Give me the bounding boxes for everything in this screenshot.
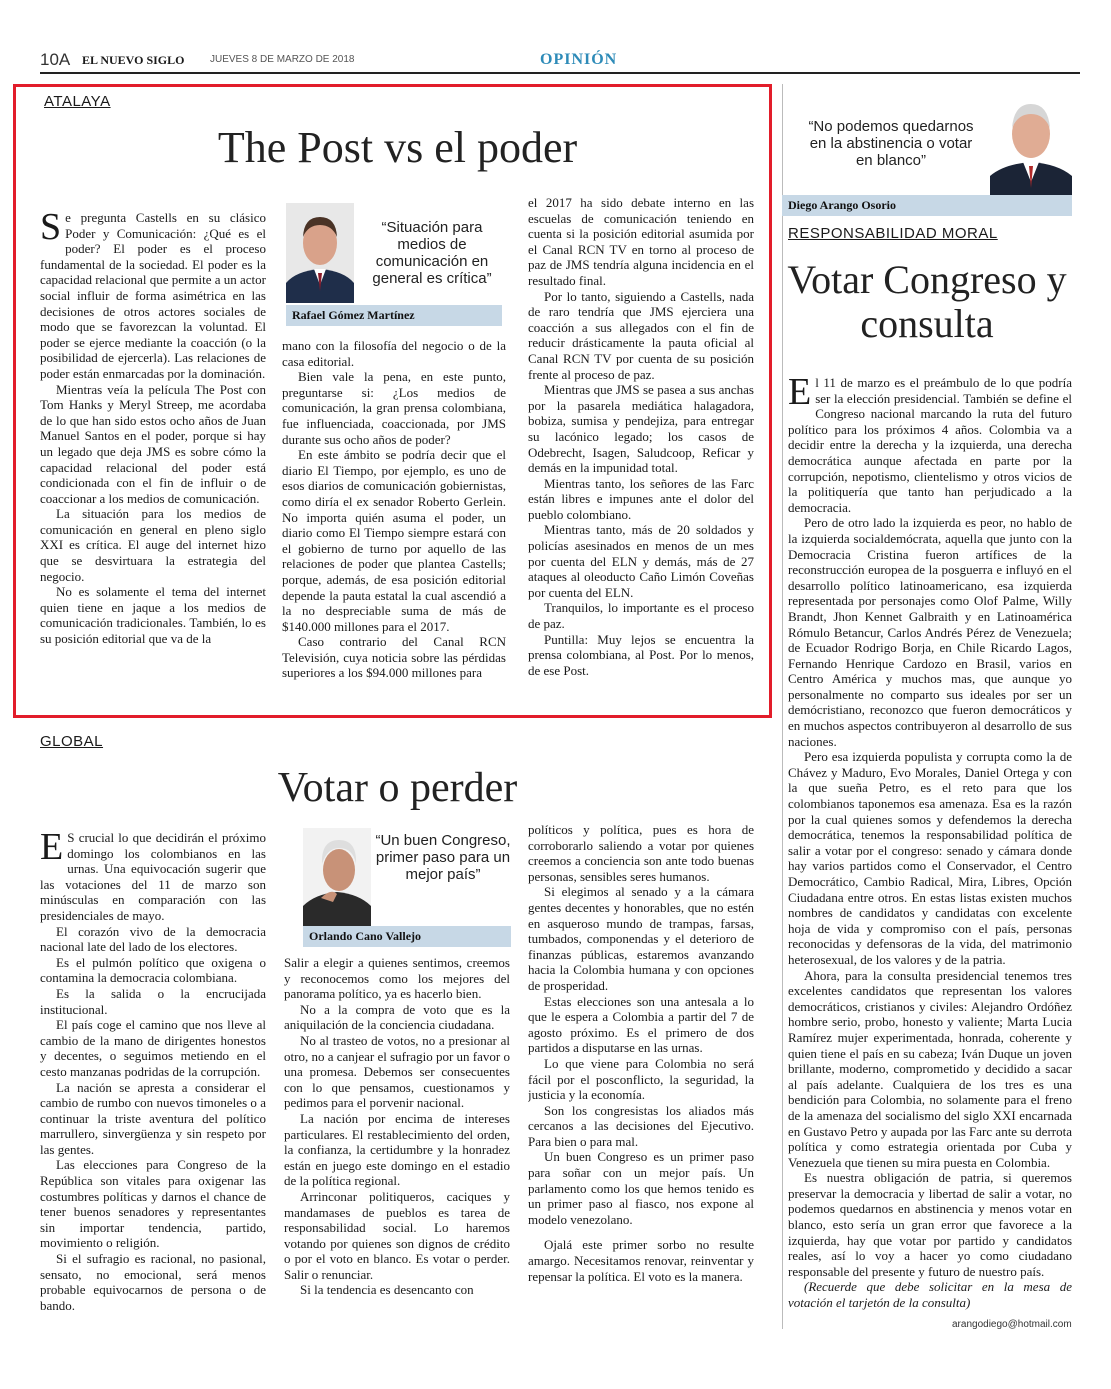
paragraph: Es nuestra obligación de patria, si queremos preservar la democracia y libertad de salir a votar, no podemos quedarnos en abstinencia y menos votar en blanco, esto sería un gran error que favorece a la izquierda, hay que votar por partido y candidatos reales, así lo voy a hacer yo como ciudadano responsable del presente y futuro de nuestro país. (788, 1170, 1072, 1279)
paragraph: Si la tendencia es desencanto con (300, 1282, 474, 1298)
paragraph: Mientras veía la película The Post con Tom Hanks y Meryl Streep, me acordaba de lo que han sido estos ocho años de Juan Manuel Santos en el poder, porque si hay un legado que deja JMS es sobre cómo la capacidad relacional del poder está condicionada con el fin de influir o de coaccionar a los medios de comunicación. (40, 381, 266, 506)
moral-kicker: RESPONSABILIDAD MORAL (788, 225, 998, 242)
paragraph: S crucial lo que decidirán el próximo domingo los colombianos en las urnas. Una equivocación sugerir que las votaciones del 11 de marzo son minúsculas en comparación con las presidenciales de mayo. (40, 830, 266, 923)
atalaya-column-1 (40, 210, 266, 705)
paragraph: e pregunta Castells en su clásico Poder y Comunicación: ¿Qué es el poder? El poder es el proceso fundamental de la sociedad. El poder es la capacidad relacional que permite a un actor social influir de forma asimétrica en las decisiones de otros actores sociales de modo que se favorezcan la voluntad. El poder se ejerce mediante la coacción (o la posibilidad de ejercerla). Las relaciones de poder están enmarcadas por la dominación. (40, 210, 266, 381)
paragraph: El corazón vivo de la democracia nacional late del lado de los electores. (40, 923, 266, 955)
section-title: OPINIÓN (540, 51, 618, 68)
author-photo-cano (303, 828, 371, 926)
atalaya-kicker: ATALAYA (44, 93, 111, 110)
paragraph: (Recuerde que debe solicitar en la mesa de votación el tarjetón de la consulta) (788, 1279, 1072, 1311)
drop-cap: E (788, 375, 812, 413)
atalaya-column-3 (528, 195, 754, 705)
global-column-1 (40, 830, 266, 1335)
byline-arango: Diego Arango Osorio (782, 195, 1072, 216)
paragraph: Pero esa izquierda populista y corrupta como la de Chávez y Maduro, Evo Morales, Daniel Ortega y con la que sueña Petro, es el reto para que los colombianos taponemos esa amenaza. Esa es la razón por la cual quienes somos y defendemos la derecha democrática, tenemos la responsabilidad política de salir a votar por el congreso: senado y cámara donde hay varios partidos como el Conservador, el Centro Democrático, Cambio Radical, Mira, Libres, Opción Ciudadana entre otros. En estas listas existen muchos nombres de candidatos y candidatas con excelente hoja de vida y compromiso con el país, personas reconocidas y defensoras de la vida, del matrimonio heterosexual, de los valores y de la patria. (788, 749, 1072, 967)
paragraph: mano con la filosofía del negocio o de la casa editorial. (282, 338, 506, 369)
paragraph: Lo que viene para Colombia no será fácil por el posconflicto, la seguridad, la justicia y la economía. (528, 1055, 754, 1103)
paragraph: La nación se apresta a considerar el cambio de rumbo con nuevos timoneles o a continuar la triste aventura del político marrullero, sinvergüenza y sin respeto por las gentes. (40, 1079, 266, 1157)
issue-date: JUEVES 8 DE MARZO DE 2018 (210, 54, 355, 65)
paragraph: Caso contrario del Canal RCN Televisión, cuya noticia sobre las pérdidas superiores a los $94.000 millones para (282, 634, 506, 681)
paragraph: No es solamente el tema del internet quien tiene en jaque a los medios de comunicación tradicionales. También, lo es su posición editorial que va de la (40, 584, 266, 647)
atalaya-headline: The Post vs el poder (217, 123, 578, 172)
drop-cap: E (40, 830, 64, 868)
moral-headline: Votar Congreso y consulta (787, 257, 1067, 346)
author-email: arangodiego@hotmail.com (952, 1319, 1072, 1330)
pull-quote-cano: “Un buen Congreso, primer paso para un mejor país” (375, 832, 511, 883)
newspaper-name: EL NUEVO SIGLO (82, 53, 185, 67)
paragraph: Son los congresistas los aliados más cercanos a las decisiones del Ejecutivo. Para bien o para mal. (528, 1102, 754, 1149)
portrait-photo-icon (303, 828, 371, 926)
page-masthead (40, 50, 1080, 74)
byline-gomez: Rafael Gómez Martínez (286, 305, 502, 326)
paragraph: Puntilla: Muy lejos se encuentra la prensa colombiana, al Post. Por lo menos, de ese Post. (528, 631, 754, 678)
paragraph: Mientras tanto, los señores de las Farc están libres e impunes ante el dolor del pueblo colombiano. (528, 475, 754, 522)
paragraph: Las elecciones para Congreso de la República son vitales para oxigenar las costumbres políticas y darnos el chance de tener buenos senadores y representantes sin importar tendencia, partido, movimiento o religión. (40, 1157, 266, 1251)
paragraph: La situación para los medios de comunicación en general en pleno siglo XXI es crítica. El auge del internet hizo que se desvirtuara la estrategia del negocio. (40, 506, 266, 584)
paragraph: Un buen Congreso es un primer paso para soñar con un mejor país. Un parlamento como los que hemos tenido es un primer paso al fiasco, nos expone al modelo venezolano. (528, 1149, 754, 1227)
paragraph: Si el sufragio es racional, no pasional, sensato, no emocional, será menos probable equivocarnos de persona o de bando. (40, 1251, 266, 1313)
paragraph: En este ámbito se podría decir que el diario El Tiempo, por ejemplo, es uno de esos diarios de comunicación gobiernistas, como diría el ex senador Roberto Gerlein. No importa quién asuma el poder, un diario como El Tiempo siempre estará con el gobierno de turno por aquello de las relaciones de poder que plantea Castells; porque, además, de esa posición editorial depende la pauta estatal la cual ascendió a la no despreciable suma de más de $140.000 millones para el 2017. (282, 447, 506, 634)
global-column-2 (284, 955, 510, 1335)
paragraph: Bien vale la pena, en este punto, preguntarse si: ¿Los medios de comunicación, la gran prensa colombiana, fue influenciada, coaccionada, por JMS durante sus ocho años de poder? (282, 369, 506, 447)
pull-quote-gomez: “Situación para medios de comunicación en general es crítica” (372, 219, 492, 287)
moral-column (788, 375, 1072, 1315)
paragraph: Estas elecciones son una antesala a lo que le espera a Colombia a partir del 7 de agosto próximo. Es el primero de dos partidos a disputarse en las urnas. (528, 993, 754, 1056)
paragraph: Si elegimos al senado y a la cámara gentes decentes y honorables, que no estén en asqueroso mundo de trampas, farsas, tumbados, componendas y el deterioro de finanzas públicas, estaremos avanzando hacia la Colombia humana y con opciones de prosperidad. (528, 884, 754, 993)
paragraph: políticos y política, pues es hora de corroborarlo saliendo a votar por quienes creemos a conciencia son ante todo buenas personas, sensibles seres humanos. (528, 822, 754, 884)
paragraph: Tranquilos, lo importante es el proceso de paz. (528, 600, 754, 632)
portrait-photo-icon (286, 203, 354, 303)
global-headline: Votar o perder (277, 765, 518, 811)
paragraph: Es la salida o la encrucijada institucional. (40, 985, 266, 1017)
global-column-3 (528, 822, 754, 1335)
paragraph: el 2017 ha sido debate interno en las escuelas de comunicación teniendo en cuenta si la posición editorial asumida por el Canal RCN TV en torno al proceso de paz de JMS tendría alguna incidencia en el resultado final. (528, 195, 754, 288)
paragraph: No a la compra de voto que es la aniquilación de la conciencia ciudadana. (284, 1001, 510, 1033)
paragraph: Ojalá este primer sorbo no resulte amargo. Necesitamos renovar, reinventar y repensar la política. El voto es la manera. (528, 1237, 754, 1284)
paragraph: Ahora, para la consulta presidencial tenemos tres excelentes candidatos que representan los valores democráticos, cristianos y civiles: Alejandro Ordóñez hombre serio, probo, honesto y valiente; Marta Lucia Ramírez mujer experimentada, honrada, coherente y quien tiene el país en su cabeza; Iván Duque un joven brillante, moderno, comprometido y decidido a sacar al país adelante. Cualquiera de los tres es una bendición para Colombia, no solamente para el freno de la amenaza del socialismo del siglo XXI encarnada en Gustavo Petro y aupada por las Farc ante su derrota política y como estrategia orientada por Cuba y Venezuela que tienen su mira puesta en Colombia. (788, 967, 1072, 1170)
paragraph: El país coge el camino que nos lleve al cambio de la mano de dirigentes honestos y decentes, o seguimos metiendo en el cesto manzanas podridas de la corrupción. (40, 1017, 266, 1079)
author-photo-arango (990, 92, 1072, 196)
paragraph: Es el pulmón político que oxigena o contamina la democracia colombiana. (40, 954, 266, 986)
paragraph: No al trasteo de votos, no a presionar al otro, no a canjear el sufragio por un favor o una promesa. Debemos ser consecuentes con lo que pensamos, cuestionamos y pedimos para el porvenir nacional. (284, 1032, 510, 1111)
atalaya-column-2 (282, 338, 506, 705)
paragraph: Mientras que JMS se pasea a sus anchas por la pasarela mediática halagadora, bobiza, sumisa y pendejiza, para entregar su lacónico legado; los casos de Odebrecht, Isagen, Saludcoop, Reficar y demás en la impunidad total. (528, 382, 754, 476)
paragraph: Arrinconar politiqueros, caciques y mandamases de pueblos es tarea de responsabilidad social. Lo haremos votando por quienes son dignos de crédito o por el voto en blanco. Es votar o perder. Salir o renunciar. (284, 1188, 510, 1282)
pull-quote-arango: “No podemos quedarnos en la abstinencia o votar en blanco” (808, 118, 974, 169)
paragraph: l 11 de marzo es el preámbulo de lo que podría ser la elección presidencial. También se define el Congreso nacional marcando la ruta del futuro político para los próximos 4 años. Colombia va a decidir entre la derecha y la izquierda, una derecha democrática aunque afectada en parte por la corrupción, nepotismo, clientelismo y otros vicios de la politiquería que tanto han perjudicado a la democracia. (788, 375, 1072, 515)
masthead-rule (40, 72, 1080, 74)
paragraph: Por lo tanto, siguiendo a Castells, nada de raro tendría que JMS ejerciera una coacción a sus allegados con el fin de reducir drásticamente la pauta oficial al Canal RCN TV por cuenta de su posición frente al proceso de paz. (528, 288, 754, 382)
page-number: 10A (40, 50, 71, 69)
drop-cap: S (40, 210, 62, 248)
paragraph: Mientras tanto, más de 20 soldados y policías asesinados en menos de un mes por cuenta del ELN y demás, más de 27 ataques al oleoducto Caño Limón Coveñas por cuenta del ELN. (528, 522, 754, 600)
author-photo-gomez (286, 203, 354, 303)
global-kicker: GLOBAL (40, 733, 104, 750)
paragraph: La nación por encima de intereses particulares. El restablecimiento del orden, la confianza, la certidumbre y la honradez están en juego este domingo en el estadio de la política regional. (284, 1110, 510, 1189)
paragraph: Salir a elegir a quienes sentimos, creemos y reconocemos como los mejores del panorama político, ya es hacerlo bien. (284, 955, 510, 1002)
byline-cano: Orlando Cano Vallejo (303, 926, 511, 947)
paragraph: Pero de otro lado la izquierda es peor, no hablo de la izquierda socialdemócrata, aquella que junto con la Democracia Cristina fueron artífices de la reconstrucción europea de la posguerra e influyó en el desarrollo político latinoamericano, esa izquierda representada por personajes como Olof Palme, Willy Brandt, Jhon Kennet Galbraith y en Latinoamérica Rómulo Betancur, Carlos Andrés Pérez de Venezuela; de Ecuador Rodrigo Borja, en Chile Ricardo Lagos, Fernando Henrique Cardozo en Brasil, varios en Centro América y muchos mas, que aunque yo personalmente no comparto sus ideales por ser un demócristiano, reconozco que fueron democráticos y en muchos aspectos contribuyeron al desarrollo de sus naciones. (788, 515, 1072, 749)
portrait-photo-icon (990, 92, 1072, 196)
